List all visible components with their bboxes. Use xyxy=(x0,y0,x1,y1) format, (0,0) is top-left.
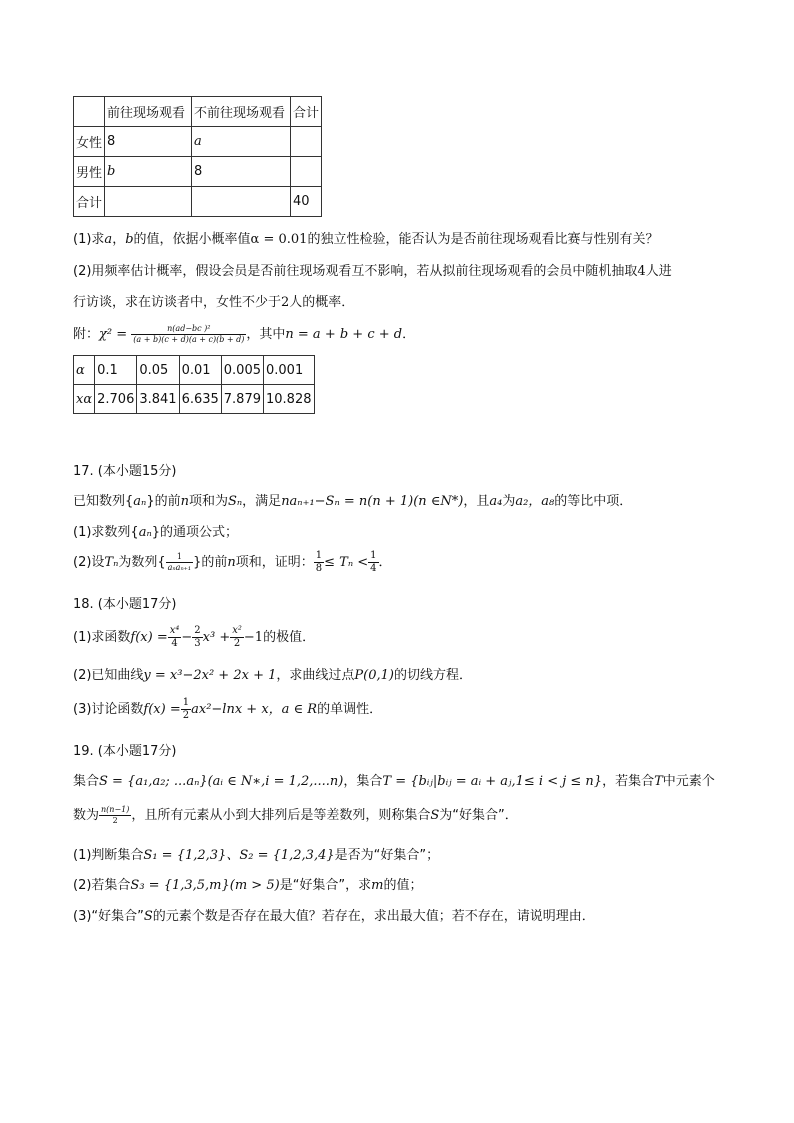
denominator: 2 xyxy=(233,638,241,649)
q16-part1 xyxy=(73,228,658,247)
table-cell: 7.879 xyxy=(221,385,263,414)
math: T = {bᵢⱼ|bᵢⱼ = aᵢ + aⱼ,1≤ i < j ≤ n} xyxy=(382,774,603,789)
text: (2)设 xyxy=(73,555,105,570)
text: 行访谈，求在访谈者中，女性不少于 xyxy=(73,295,282,310)
text: ，其中 xyxy=(246,327,286,342)
fraction xyxy=(99,805,131,826)
math: α = 0.01 xyxy=(250,232,308,247)
math: m xyxy=(371,878,384,893)
table-cell: 不前往现场观看 xyxy=(192,97,291,127)
denominator: 4 xyxy=(171,638,178,649)
table-row xyxy=(74,187,322,217)
text: 的等比中项． xyxy=(554,494,633,509)
math: y = x³−2x² + 2x + 1 xyxy=(143,668,277,683)
table-cell: xα xyxy=(74,385,95,414)
numerator: 1 xyxy=(315,550,323,561)
table-cell: a xyxy=(192,127,291,157)
q17-part1 xyxy=(73,521,238,540)
numerator: n(n−1) xyxy=(101,805,130,814)
text: 已知数列{ xyxy=(73,494,134,509)
q17-stem xyxy=(73,490,632,509)
q19-title: 19. (本小题17分) xyxy=(73,744,177,759)
denominator: 2 xyxy=(112,816,118,825)
critical-value-table xyxy=(73,355,315,414)
fraction xyxy=(166,552,193,573)
table-cell: 8 xyxy=(105,127,192,157)
text: 的值； xyxy=(383,878,423,893)
fraction xyxy=(368,550,378,575)
math: Tₙ xyxy=(104,555,119,570)
text: 的切线方程． xyxy=(393,668,472,683)
text: 项和，证明： xyxy=(235,555,314,570)
text: (1)求函数 xyxy=(73,630,131,645)
math: a₄ xyxy=(489,494,503,509)
table-cell: 男性 xyxy=(74,157,105,187)
text: }的前 xyxy=(193,555,228,570)
table-cell xyxy=(105,187,192,217)
table-cell: 前往现场观看 xyxy=(105,97,192,127)
q17-part2 xyxy=(73,550,392,575)
table-cell xyxy=(291,127,322,157)
table-cell xyxy=(74,97,105,127)
math: n xyxy=(227,555,236,570)
math: a₂，a₈ xyxy=(515,494,555,509)
text: 的独立性检验，能否认为是否前往现场观看比赛与性别有关？ xyxy=(307,232,659,247)
text: ，集合 xyxy=(343,774,383,789)
table-row xyxy=(74,356,315,385)
text: (2)已知曲线 xyxy=(73,668,144,683)
table-cell: 合计 xyxy=(291,97,322,127)
math: − xyxy=(181,630,193,645)
table-row xyxy=(74,157,322,187)
table-cell: 10.828 xyxy=(264,385,315,414)
text: 为“好集合”． xyxy=(439,808,518,823)
fraction xyxy=(230,625,244,650)
text: (3)“好集合” xyxy=(73,909,144,924)
text: ． xyxy=(402,327,416,342)
text: (3)讨论函数 xyxy=(73,702,144,717)
table-cell: 女性 xyxy=(74,127,105,157)
math: ax²−lnx + x，a ∈ R xyxy=(191,702,318,717)
text: 为 xyxy=(502,494,516,509)
contingency-table xyxy=(73,96,322,217)
numerator: x² xyxy=(232,625,242,636)
fraction xyxy=(131,324,246,345)
table-cell: 3.841 xyxy=(137,385,179,414)
text: 数为 xyxy=(73,808,100,823)
q19-part3 xyxy=(73,905,595,924)
table-cell: 8 xyxy=(192,157,291,187)
q18-part3 xyxy=(73,697,382,722)
numerator: 2 xyxy=(194,625,201,636)
text: ， xyxy=(112,232,126,247)
q19-stem-cont xyxy=(73,804,518,826)
text: ，满足 xyxy=(242,494,282,509)
math: P(0,1) xyxy=(354,668,394,683)
table-cell xyxy=(192,187,291,217)
fraction xyxy=(192,625,202,650)
text: ． xyxy=(378,555,392,570)
text: 的单调性． xyxy=(317,702,383,717)
text: 中元素个 xyxy=(662,774,715,789)
text: 的元素个数是否存在最大值？若存在，求出最大值；若不存在，请说明理由． xyxy=(152,909,595,924)
table-cell: 合计 xyxy=(74,187,105,217)
denominator: 3 xyxy=(194,638,201,649)
math: χ² = xyxy=(99,327,128,342)
text: (1)判断集合 xyxy=(73,848,144,863)
q19-part1 xyxy=(73,844,439,863)
table-cell: α xyxy=(74,356,95,385)
math: −1 xyxy=(243,630,264,645)
text: ，且 xyxy=(463,494,490,509)
text: 人的概率． xyxy=(289,295,355,310)
q18-part1 xyxy=(73,625,315,650)
table-cell: b xyxy=(105,157,192,187)
text: ，求曲线过点 xyxy=(276,668,355,683)
math: x³ + xyxy=(202,630,231,645)
table-cell xyxy=(291,157,322,187)
text: 人进 xyxy=(645,264,672,279)
text: (2)若集合 xyxy=(73,878,131,893)
denominator: (a + b)(c + d)(a + c)(b + d) xyxy=(133,335,245,344)
table-cell: 6.635 xyxy=(179,385,221,414)
fraction xyxy=(168,625,182,650)
text: (1)求 xyxy=(73,232,105,247)
text: ，且所有元素从小到大排列后是等差数列，则称集合 xyxy=(131,808,431,823)
numerator: n(ad−bc )² xyxy=(131,324,246,335)
math: f(x) = xyxy=(143,702,181,717)
q19-stem xyxy=(73,770,715,789)
table-cell: 0.05 xyxy=(137,356,179,385)
table-cell: 0.1 xyxy=(95,356,137,385)
text: 的值，依据小概率值 xyxy=(133,232,251,247)
math: ≤ Tₙ < xyxy=(324,555,369,570)
math: 4 xyxy=(637,264,646,279)
math: n xyxy=(180,494,189,509)
math: f(x) = xyxy=(130,630,168,645)
denominator: 4 xyxy=(370,563,377,574)
math: S xyxy=(430,808,440,823)
math: n = a + b + c + d xyxy=(285,327,403,342)
q16-part2 xyxy=(73,260,672,279)
table-cell: 0.001 xyxy=(264,356,315,385)
q19-part2 xyxy=(73,874,423,893)
math: S₃ = {1,3,5,m}(m > 5) xyxy=(130,878,280,893)
text: 的极值． xyxy=(263,630,316,645)
denominator: 2 xyxy=(182,710,190,721)
numerator: x⁴ xyxy=(169,625,180,636)
numerator: 1 xyxy=(370,550,377,561)
numerator: 1 xyxy=(182,697,190,708)
q18-part2 xyxy=(73,664,472,683)
table-cell: 40 xyxy=(291,187,322,217)
text: }的通项公式； xyxy=(151,525,238,540)
text: (1)求数列{ xyxy=(73,525,139,540)
table-cell: 2.706 xyxy=(95,385,137,414)
math: S xyxy=(143,909,153,924)
text: ，若集合 xyxy=(602,774,655,789)
math: naₙ₊₁−Sₙ = n(n + 1)(n ∈N*) xyxy=(281,494,464,509)
table-row xyxy=(74,97,322,127)
fraction xyxy=(314,550,324,575)
text: (2)用频率估计概率，假设会员是否前往现场观看互不影响，若从拟前往现场观看的会员中随机抽取 xyxy=(73,264,638,279)
table-cell: 0.01 xyxy=(179,356,221,385)
math: Sₙ xyxy=(227,494,243,509)
denominator: 8 xyxy=(315,563,323,574)
fraction xyxy=(181,697,191,722)
text: 为数列{ xyxy=(118,555,166,570)
math: S = {a₁,a₂; ...aₙ}(aᵢ ∈ N∗,i = 1,2,....n) xyxy=(99,774,344,789)
math: a xyxy=(104,232,113,247)
table-row xyxy=(74,127,322,157)
math: S₁ = {1,2,3}、S₂ = {1,2,3,4} xyxy=(143,848,335,863)
text: 是否为“好集合”； xyxy=(334,848,440,863)
numerator: 1 xyxy=(166,552,193,563)
math: 2 xyxy=(281,295,290,310)
math: b xyxy=(125,232,134,247)
text: }的前 xyxy=(146,494,181,509)
q16-part2-cont xyxy=(73,291,354,310)
q18-title: 18. (本小题17分) xyxy=(73,597,177,612)
chi-square-formula xyxy=(73,323,415,345)
text: 项和为 xyxy=(188,494,228,509)
table-cell: 0.005 xyxy=(221,356,263,385)
math: aₙ xyxy=(138,525,152,540)
math: T xyxy=(654,774,663,789)
text: 是“好集合”，求 xyxy=(279,878,372,893)
table-row xyxy=(74,385,315,414)
text: 附： xyxy=(73,327,100,342)
text: 集合 xyxy=(73,774,100,789)
denominator: aₙaₙ₊₁ xyxy=(167,563,192,572)
q17-title: 17. (本小题15分) xyxy=(73,464,177,479)
math: aₙ xyxy=(133,494,147,509)
